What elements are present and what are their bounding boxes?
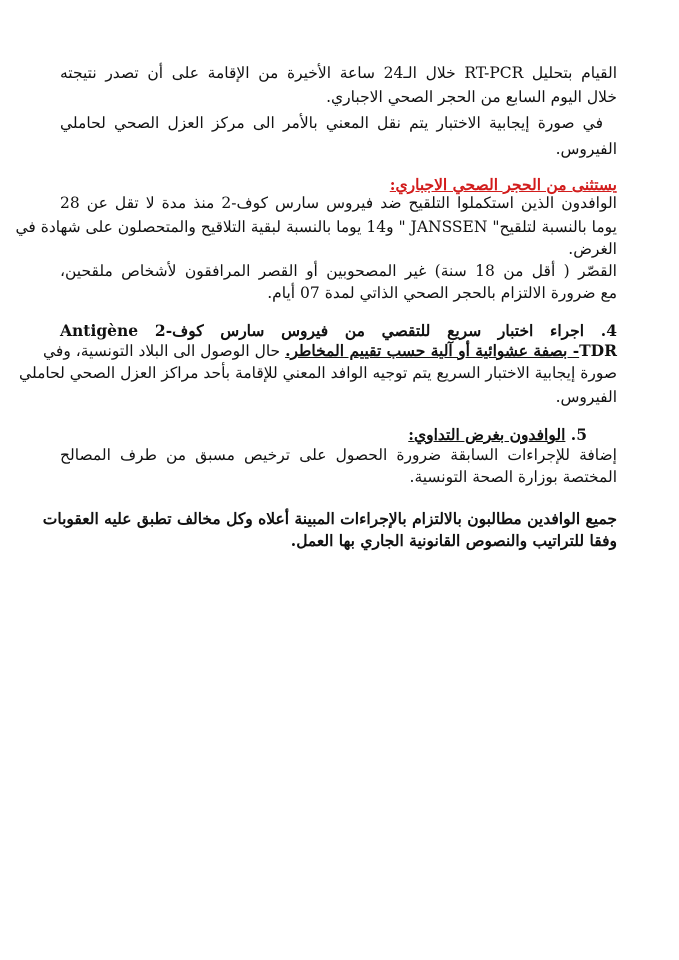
closing-line2: وفقا للتراتيب والنصوص القانونية الجاري بها العمل. [290, 531, 617, 550]
exempt-line1: الوافدون الذين استكملوا التلقيح ضد فيروس سارس كوف-2 منذ مدة لا تقل عن 28 [60, 194, 617, 212]
p1-line3: في صورة إيجابية الاختبار يتم نقل المعني بالأمر الى مركز العزل الصحي لحاملي [60, 114, 603, 132]
exempt-line5: مع ضرورة الالتزام بالحجر الصحي الذاتي لمدة 07 أيام. [267, 284, 617, 302]
p1-line1: القيام بتحليل RT-PCR خلال الـ24 ساعة الأخيرة من الإقامة على أن تصدر نتيجته [60, 64, 618, 82]
item4-heading-line1 [60, 320, 617, 342]
item4-antigen: Antigène [60, 321, 139, 340]
exempt-line3: الغرض. [568, 240, 617, 258]
item4-heading-line2 [43, 340, 617, 362]
item5-number: 5. [570, 425, 587, 444]
item4-line3: صورة إيجابية الاختبار السريع يتم توجيه الوافد المعني للإقامة بأحد مراكز العزل الصحي لحاملي [19, 364, 617, 382]
item5-line1: إضافة للإجراءات السابقة ضرورة الحصول على ترخيص مسبق من طرف المصالح [60, 446, 617, 464]
item5-heading [60, 424, 587, 446]
item4-line4: الفيروس. [555, 388, 617, 406]
exempt-line2: يوما بالنسبة لتلقيح" JANSSEN " و14 يوما بالنسبة لبقية التلاقيح والمتحصلون على شهادة في [15, 218, 617, 236]
item4-line2-rest: حال الوصول الى البلاد التونسية، وفي [43, 342, 286, 360]
exempt-heading-text: يستثنى من الحجر الصحي الاجباري: [389, 175, 617, 194]
closing-line1: جميع الوافدين مطالبون بالالتزام بالإجراءات المبينة أعلاه وكل مخالف تطبق عليه العقوبات [42, 509, 617, 528]
item5-line2: المختصة بوزارة الصحة التونسية. [409, 468, 617, 486]
item4-number: 4. [600, 321, 617, 340]
item5-heading-text: الوافدون بغرض التداوي: [408, 425, 566, 444]
p1-line2: خلال اليوم السابع من الحجر الصحي الاجباري. [326, 88, 617, 106]
item4-heading-b: - بصفة عشوائية أو آلية حسب تقييم المخاطر. [285, 341, 580, 360]
item4-tdr: TDR [579, 341, 617, 360]
item4-heading-a: اجراء اختبار سريع للتقصي من فيروس سارس كوف-2 [154, 321, 585, 340]
exempt-line4: القصّر ( أقل من 18 سنة) غير المصحوبين أو القصر المرافقون لأشخاص ملقحين، [60, 262, 617, 280]
p1-line4: الفيروس. [555, 140, 617, 158]
